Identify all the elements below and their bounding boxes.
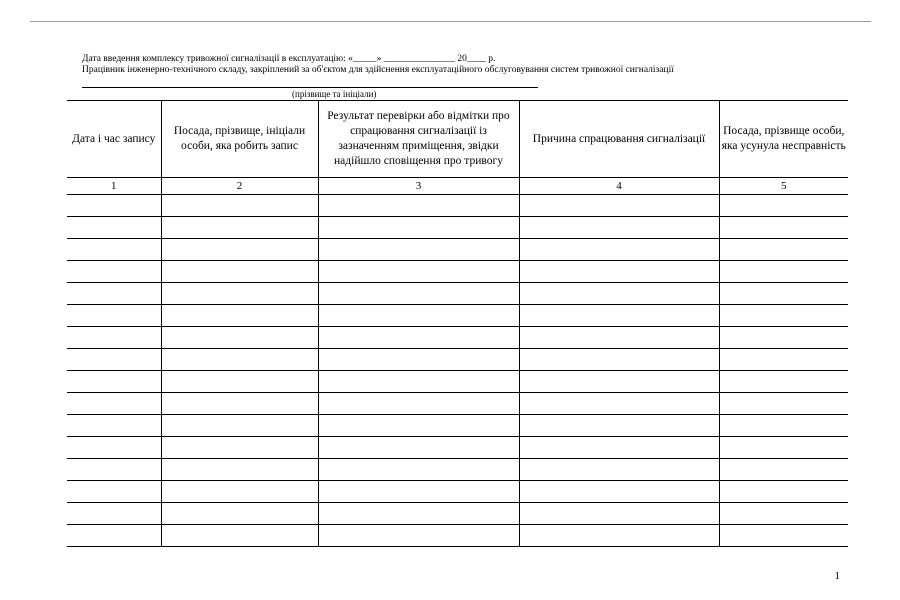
table-cell [519, 195, 719, 217]
table-cell [67, 371, 161, 393]
technician-signature-line [82, 87, 538, 88]
table-row [67, 371, 848, 393]
table-cell [67, 415, 161, 437]
table-cell [318, 283, 519, 305]
column-header-cause: Причина спрацювання сигналізації [519, 101, 719, 178]
table-cell [719, 415, 848, 437]
table-row [67, 349, 848, 371]
table-cell [519, 459, 719, 481]
table-row [67, 437, 848, 459]
table-cell [161, 393, 318, 415]
table-cell [161, 459, 318, 481]
table-cell [519, 305, 719, 327]
table-row [67, 239, 848, 261]
table-cell [318, 393, 519, 415]
table-cell [318, 305, 519, 327]
table-cell [719, 217, 848, 239]
table-cell [318, 349, 519, 371]
table-cell [67, 217, 161, 239]
table-cell [519, 393, 719, 415]
table-cell [719, 437, 848, 459]
column-number-row [67, 178, 848, 195]
table-cell [67, 525, 161, 547]
table-row [67, 459, 848, 481]
table-cell [719, 393, 848, 415]
table-cell [67, 327, 161, 349]
table-cell [719, 327, 848, 349]
table-cell [161, 217, 318, 239]
table-cell [318, 371, 519, 393]
table-cell [519, 437, 719, 459]
table-row [67, 261, 848, 283]
table-row [67, 217, 848, 239]
table-cell [719, 459, 848, 481]
table-cell [318, 239, 519, 261]
table-cell [519, 415, 719, 437]
column-number: 5 [719, 178, 848, 195]
table-cell [161, 239, 318, 261]
table-cell [318, 261, 519, 283]
table-cell [318, 481, 519, 503]
table-cell [67, 437, 161, 459]
table-cell [161, 503, 318, 525]
table-cell [67, 239, 161, 261]
table-cell [161, 261, 318, 283]
table-cell [719, 525, 848, 547]
table-cell [67, 459, 161, 481]
table-row [67, 283, 848, 305]
table-cell [519, 349, 719, 371]
table-cell [318, 217, 519, 239]
table-cell [67, 503, 161, 525]
column-header-fixer: Посада, прізвище особи, яка усунула несправність [719, 101, 848, 178]
signature-caption: (прізвище та ініціали) [292, 89, 377, 99]
column-number: 4 [519, 178, 719, 195]
table-cell [519, 217, 719, 239]
table-cell [67, 283, 161, 305]
table-cell [161, 327, 318, 349]
table-row [67, 327, 848, 349]
table-cell [519, 327, 719, 349]
table-cell [161, 437, 318, 459]
table-cell [161, 481, 318, 503]
column-number: 2 [161, 178, 318, 195]
top-rule [30, 21, 871, 22]
table-cell [519, 239, 719, 261]
table-cell [719, 305, 848, 327]
table-row [67, 525, 848, 547]
table-cell [161, 283, 318, 305]
table-row [67, 503, 848, 525]
table-cell [719, 503, 848, 525]
table-row [67, 305, 848, 327]
table-row [67, 481, 848, 503]
table-cell [719, 239, 848, 261]
table-cell [519, 371, 719, 393]
table-cell [161, 349, 318, 371]
table-cell [318, 503, 519, 525]
table-cell [67, 305, 161, 327]
form-header [82, 54, 862, 76]
table-cell [161, 525, 318, 547]
table-cell [67, 195, 161, 217]
table-cell [519, 503, 719, 525]
table-row [67, 415, 848, 437]
table-cell [318, 195, 519, 217]
table-cell [161, 415, 318, 437]
page-number: 1 [834, 570, 840, 582]
column-number: 1 [67, 178, 161, 195]
commissioning-date-line: Дата введення комплексу тривожної сигналізації в експлуатацію: «_____» _______________ 20____ р. [82, 54, 496, 64]
column-header-recorder: Посада, прізвище, ініціали особи, яка робить запис [161, 101, 318, 178]
table-cell [161, 305, 318, 327]
table-cell [318, 327, 519, 349]
alarm-journal-table [67, 100, 848, 547]
table-cell [519, 261, 719, 283]
table-cell [318, 525, 519, 547]
table-cell [67, 261, 161, 283]
table-row [67, 195, 848, 217]
table-cell [519, 283, 719, 305]
table-cell [519, 481, 719, 503]
table-row [67, 393, 848, 415]
column-header-result: Результат перевірки або відмітки про спрацювання сигналізації із зазначенням приміщення, звідки надійшло сповіщення про тривогу [318, 101, 519, 178]
table-cell [719, 261, 848, 283]
table-cell [67, 393, 161, 415]
table-cell [67, 349, 161, 371]
table-cell [161, 371, 318, 393]
table-cell [67, 481, 161, 503]
table-cell [719, 371, 848, 393]
table-cell [519, 525, 719, 547]
column-header-datetime: Дата і час запису [67, 101, 161, 178]
table-cell [318, 415, 519, 437]
table-cell [719, 481, 848, 503]
column-number: 3 [318, 178, 519, 195]
table-cell [719, 283, 848, 305]
table-cell [161, 195, 318, 217]
table-cell [318, 459, 519, 481]
table-cell [719, 349, 848, 371]
table-cell [719, 195, 848, 217]
technician-line: Працівник інженерно-технічного складу, закріплений за об'єктом для здійснення експлуатаційного обслуговування систем тривожної сигналізації [82, 65, 674, 75]
table-header-row [67, 101, 848, 178]
table-cell [318, 437, 519, 459]
